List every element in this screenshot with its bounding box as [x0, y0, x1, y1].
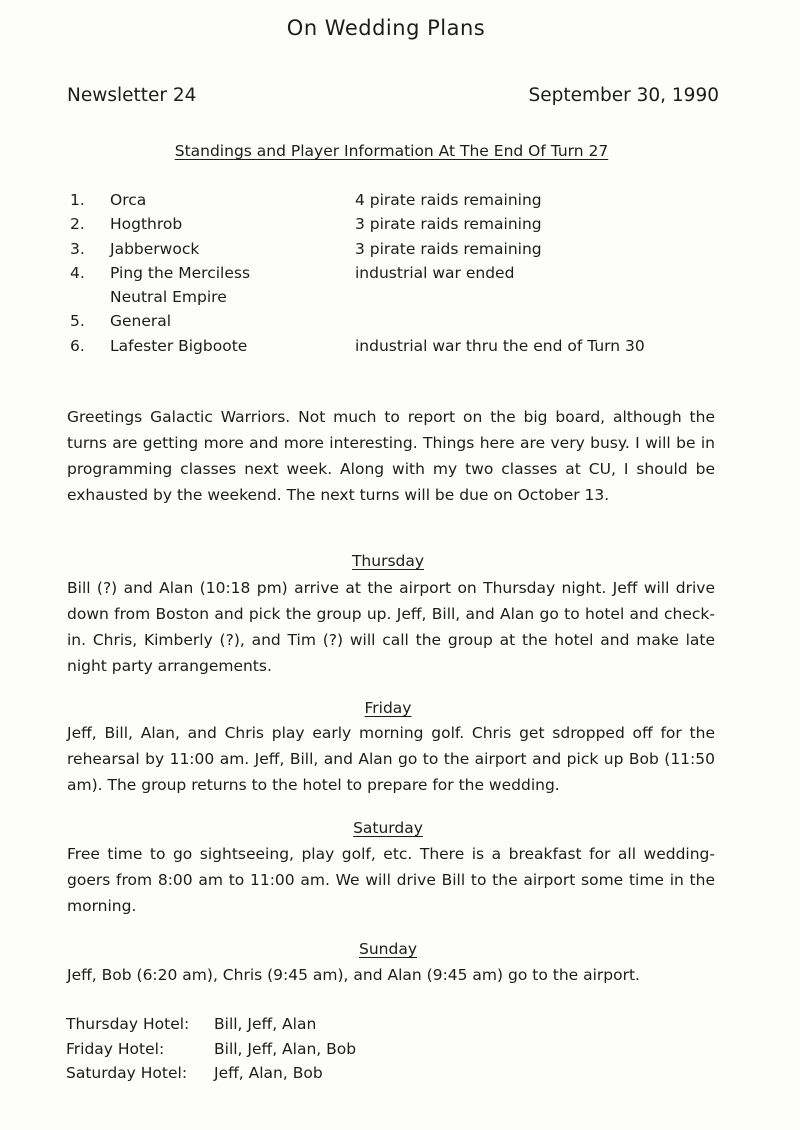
- player-name: Orca: [110, 191, 147, 209]
- standings-row: [70, 334, 770, 358]
- rank-number: 3.: [70, 239, 85, 258]
- player-note: industrial war ended: [355, 263, 515, 282]
- newsletter-number: Newsletter 24: [67, 85, 197, 106]
- player-name: Ping the Merciless: [110, 263, 251, 282]
- standings-heading: Standings and Player Information At The End Of Turn 27: [174, 142, 609, 160]
- standings-row: [70, 212, 770, 236]
- sunday-heading: Sunday: [359, 940, 417, 958]
- rank-number: 6.: [70, 336, 85, 355]
- sunday-paragraph: Jeff, Bob (6:20 am), Chris (9:45 am), and Alan (9:45 am) go to the airport.: [67, 966, 640, 984]
- greeting-paragraph: Greetings Galactic Warriors. Not much to report on the big board, although the turns are getting more and more interesting. Things here are very busy. I will be in programming classes next week. Along with my two classes at CU, I should be exhausted by the weekend. The next turns will be due on October 13.: [67, 408, 715, 504]
- saturday-heading: Saturday: [353, 819, 423, 837]
- thursday-paragraph: Bill (?) and Alan (10:18 pm) arrive at the airport on Thursday night. Jeff will drive down from Boston and pick the group up. Jeff, Bill, and Alan go to hotel and check-in. Chris, Kimberly (?), and Tim (?) will call the group at the hotel and make late night party arrangements.: [67, 579, 715, 675]
- hotel-guests: Jeff, Alan, Bob: [214, 1064, 323, 1082]
- rank-number: 4.: [70, 263, 85, 282]
- rank-number: 1.: [70, 191, 85, 209]
- player-note: 4 pirate raids remaining: [355, 191, 542, 209]
- player-name: Hogthrob: [110, 215, 183, 234]
- player-name: Neutral Empire: [110, 288, 227, 307]
- hotel-label: Friday Hotel:: [66, 1039, 165, 1058]
- player-name: Jabberwock: [110, 239, 200, 258]
- player-note: 3 pirate raids remaining: [355, 239, 542, 258]
- rank-number: 5.: [70, 312, 85, 331]
- player-name: General: [110, 312, 172, 331]
- hotel-guests: Bill, Jeff, Alan: [214, 1015, 317, 1033]
- friday-paragraph: Jeff, Bill, Alan, and Chris play early morning golf. Chris get sdropped off for the rehearsal by 11:00 am. Jeff, Bill, and Alan go to the airport and pick up Bob (11:50 am). The group returns to the hotel to prepare for the wedding.: [67, 724, 715, 794]
- standings-row: [70, 237, 770, 261]
- standings-row: [70, 188, 770, 212]
- player-name: Lafester Bigboote: [110, 336, 248, 355]
- thursday-heading: Thursday: [351, 552, 425, 570]
- saturday-paragraph: Free time to go sightseeing, play golf, etc. There is a breakfast for all wedding-goers from 8:00 am to 11:00 am. We will drive Bill to the airport some time in the morning.: [67, 845, 715, 915]
- standings-row: [70, 285, 770, 309]
- document-title: On Wedding Plans: [286, 16, 486, 40]
- newsletter-date: September 30, 1990: [528, 85, 719, 106]
- rank-number: 2.: [70, 215, 85, 234]
- player-note: industrial war thru the end of Turn 30: [355, 336, 645, 355]
- standings-row: [70, 261, 770, 285]
- hotel-label: Saturday Hotel:: [66, 1064, 188, 1082]
- hotel-label: Thursday Hotel:: [66, 1015, 190, 1033]
- standings-list: [70, 188, 770, 358]
- standings-row: [70, 309, 770, 333]
- friday-heading: Friday: [364, 699, 412, 717]
- player-note: 3 pirate raids remaining: [355, 215, 542, 234]
- hotel-guests: Bill, Jeff, Alan, Bob: [214, 1039, 357, 1058]
- newsletter-header: [67, 85, 719, 106]
